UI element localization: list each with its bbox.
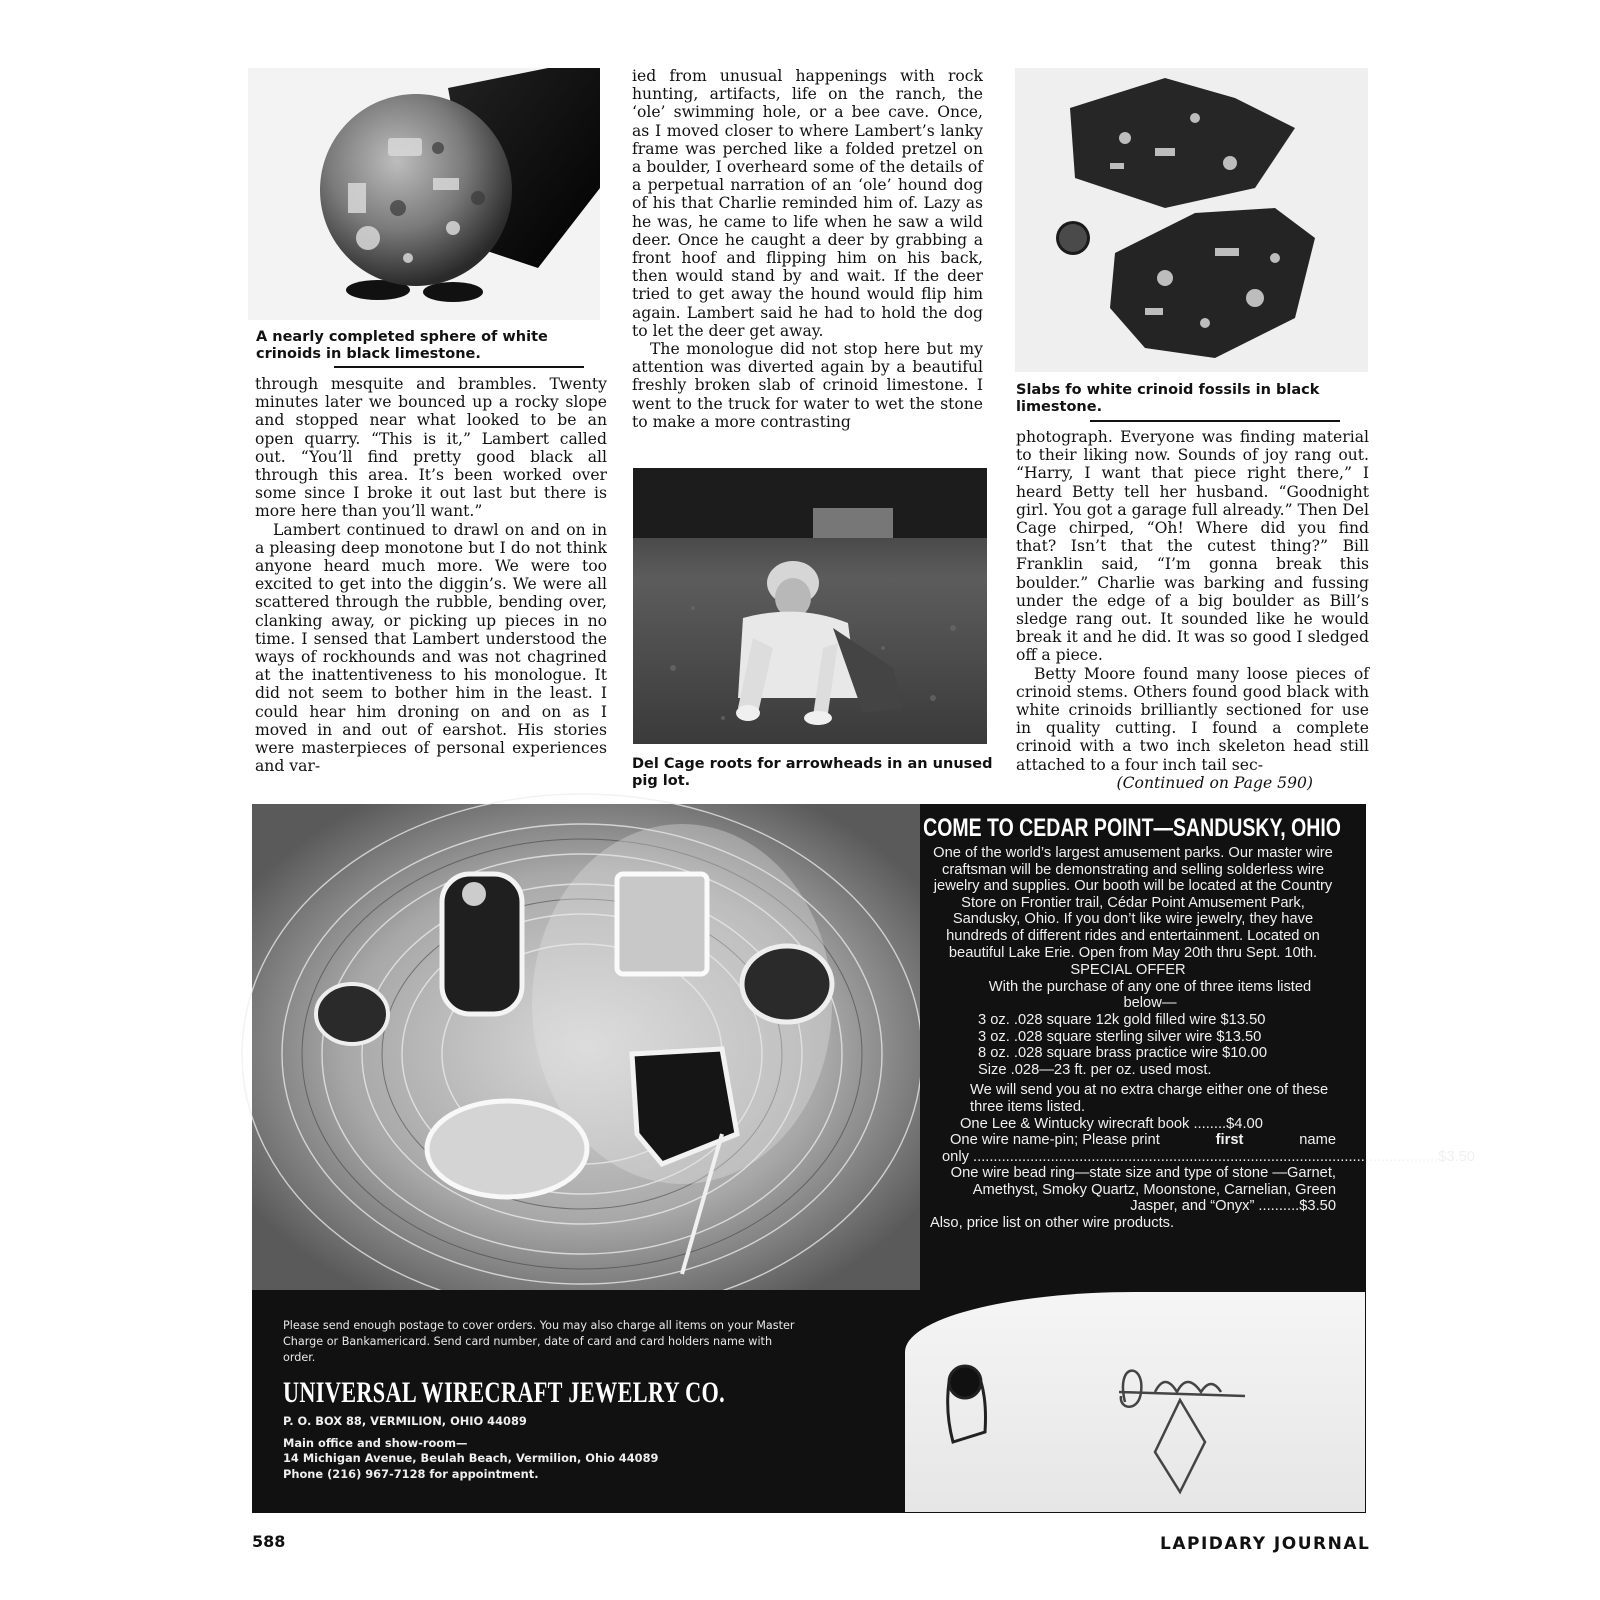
company-name: UNIVERSAL WIRECRAFT JEWELRY CO. <box>283 1376 726 1409</box>
company-address <box>283 1414 803 1482</box>
namepin-only: only <box>942 1148 969 1165</box>
continued-note: (Continued on Page 590) <box>1116 773 1313 792</box>
free-item-namepin-price <box>942 1148 1475 1166</box>
magazine-name: LAPIDARY JOURNAL <box>1160 1534 1371 1554</box>
article-column-1 <box>255 375 607 775</box>
article-paragraph: through mesquite and brambles. Twenty minutes later we bounced up a rocky slope and stopped near what looked to be an open quarry. “This is it,” Lambert called out. “You’ll find pretty good black all through this area. It’s been worked over some since I broke it out last but there is more here than you’ll want.” <box>255 375 607 521</box>
article-column-2 <box>632 67 983 431</box>
po-box: P. O. BOX 88, VERMILION, OHIO 44089 <box>283 1414 527 1428</box>
jewelry-photo <box>252 804 920 1290</box>
wire-item: 3 oz. .028 square 12k gold filled wire $13.50 <box>978 1011 1266 1028</box>
ad-intro: One of the world’s largest amusement parks. Our master wire craftsman will be demonstrating and selling solderless wire jewelry and supplies. Our booth will be located at the Country Store on Frontier trail, Cédar Point Amusement Park, Sandusky, Ohio. If you don’t like wire jewelry, they have hundreds of different rides and entertainment. Located on beautiful Lake Erie. Open from May 20th thru Sept. 10th. <box>933 845 1333 961</box>
pin-script-text: Janet <box>905 1292 908 1293</box>
offer-intro: With the purchase of any one of three items listed below— <box>988 978 1312 1012</box>
article-paragraph: Lambert continued to drawl on and on in a pleasing deep monotone but I do not think anyone heard much more. We were too excited to get into the diggin’s. We were all scattered through the rubble, bending over, clanking away, or picking up pieces in no time. I sensed that Lambert understood the ways of rockhounds and was not chagrined at the inattentiveness to his monologue. It did not seem to bother him in the least. I could hear him droning on and on as I moved in and out of earshot. His stories were masterpieces of personal experiences and var- <box>255 520 607 776</box>
free-item-namepin <box>942 1132 1336 1149</box>
special-offer-heading: SPECIAL OFFER <box>1070 962 1186 979</box>
sphere-photo <box>248 68 600 320</box>
leader-dots: .................................................................................................................. <box>968 1148 1439 1165</box>
jewelry-bottom-photo <box>905 1292 1365 1512</box>
article-paragraph: The monologue did not stop here but my attention was diverted again by a beautiful freshly broken slab of crinoid limestone. I went to the truck for water to wet the stone to make a more contrasting <box>632 340 983 431</box>
article-column-3 <box>1016 428 1369 792</box>
ad-also: Also, price list on other wire products. <box>930 1215 1175 1232</box>
sphere-caption-rule <box>334 366 584 368</box>
sphere-caption: A nearly completed sphere of white crinoids in black limestone. <box>256 329 548 362</box>
namepin-price: $3.50 <box>1438 1148 1475 1165</box>
phone-line: Phone (216) 967-7128 for appointment. <box>283 1466 539 1481</box>
del-cage-photo <box>633 468 987 744</box>
page-number: 588 <box>252 1532 286 1551</box>
ad-text-block <box>920 814 1475 1232</box>
wire-item: 3 oz. .028 square sterling silver wire $13.50 <box>978 1028 1262 1045</box>
slabs-caption-rule <box>1090 420 1340 422</box>
article-paragraph: photograph. Everyone was finding material to their liking now. Sounds of joy rang out. “Harry, I want that piece right there,” I heard Betty tell her husband. “Goodnight girl. You got a garage full already.” Then Del Cage chirped, “Oh! Where did you find that? Isn’t that the cutest thing?” Bill Franklin said, “I’m gonna break this boulder.” Charlie was barking and fussing under the edge of a big boulder as Bill’s sledge rang out. It sounded like he would break it and he did. It was so good I sledged off a piece. <box>1016 428 1369 665</box>
namepin-text: One wire name-pin; Please print <box>950 1132 1160 1149</box>
wire-item: 8 oz. .028 square brass practice wire $10.00 <box>978 1045 1268 1062</box>
free-item-ring: One wire bead ring—state size and type of stone —Garnet, Amethyst, Smoky Quartz, Moonstone, Carnelian, Green Jasper, and “Onyx” ..........$3.50 <box>950 1165 1336 1215</box>
ad-headline: COME TO CEDAR POINT—SANDUSKY, OHIO <box>923 814 1341 842</box>
article-paragraph: ied from unusual happenings with rock hunting, artifacts, life on the ranch, the ‘ole’ swimming hole, or a bee cave. Once, as I moved closer to where Lambert’s lanky frame was perched like a folded pretzel on a boulder, I overheard some of the details of a perpetual narration of an ‘ole’ hound dog of his that Charlie reminded him of. Lazy as he was, he came to life when he saw a wild deer. Once he caught a deer by grabbing a front hoof and flipping him on his back, then would stand by and wait. If the deer tried to get away the hound would flip him again. Lambert said he had to hold the dog to let the deer get away. <box>632 67 983 340</box>
free-item-book: One Lee & Wintucky wirecraft book ........$4.00 <box>960 1115 1263 1132</box>
del-cage-caption: Del Cage roots for arrowheads in an unused pig lot. <box>632 756 993 789</box>
slabs-photo <box>1015 68 1368 372</box>
article-paragraph: Betty Moore found many loose pieces of crinoid stems. Others found good black with white crinoids brilliantly sectioned for use in quality cutting. I found a complete crinoid with a two inch skeleton head still attached to a four inch tail sec- <box>1016 664 1369 774</box>
wire-items-list <box>920 1012 1366 1078</box>
free-items-list <box>920 1115 1475 1216</box>
namepin-first: first <box>1215 1132 1244 1149</box>
wire-item: Size .028—23 ft. per oz. used most. <box>978 1061 1212 1078</box>
slabs-caption: Slabs fo white crinoid fossils in black limestone. <box>1016 382 1320 415</box>
namepin-name: name <box>1299 1132 1336 1149</box>
main-office-label: Main office and show-room— <box>283 1435 468 1450</box>
free-items-intro: We will send you at no extra charge either one of these three items listed. <box>970 1082 1329 1115</box>
street-address: 14 Michigan Avenue, Beulah Beach, Vermilion, Ohio 44089 <box>283 1451 659 1465</box>
postage-note: Please send enough postage to cover orders. You may also charge all items on your Master Charge or Bankamericard. Send card number, date of card and card holders name with order. <box>283 1319 795 1364</box>
